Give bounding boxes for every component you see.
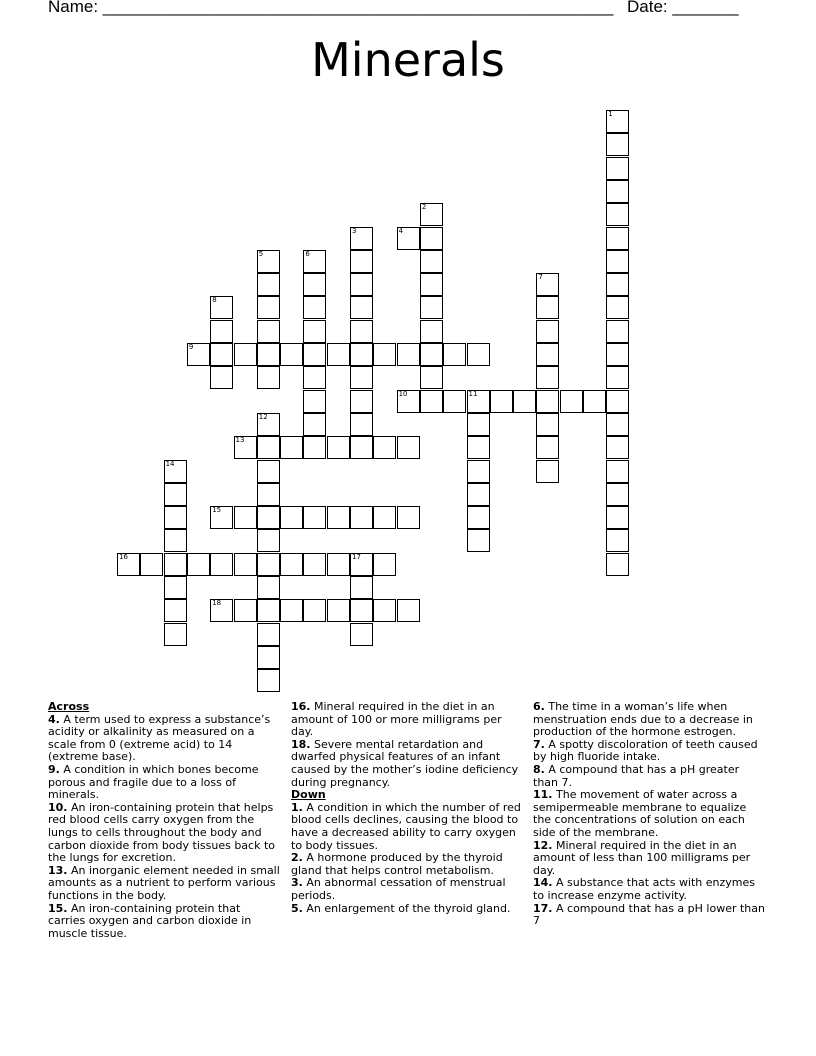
grid-cell[interactable]: [303, 273, 326, 296]
clue-number-label: 5: [258, 249, 264, 258]
clue-text: A term used to express a substance’s acidity or alkalinity as measured on a scale from 0 (extreme acid) to 14 (extreme base).: [48, 712, 271, 764]
grid-cell[interactable]: [210, 343, 233, 366]
clue-item: [291, 903, 527, 916]
clue-number: 7.: [533, 737, 545, 751]
grid-cell[interactable]: [234, 343, 257, 366]
clue-text: A condition in which the number of red blood cells declines, causing the blood to have a decreased ability to carry oxygen to body tissues.: [291, 800, 521, 852]
grid-cell[interactable]: [536, 343, 559, 366]
grid-cell[interactable]: [606, 133, 629, 156]
grid-cell[interactable]: [420, 343, 443, 366]
clue-number-label: 1: [608, 110, 613, 118]
grid-cell[interactable]: [350, 273, 373, 296]
clue-number-label: 8: [212, 296, 217, 305]
grid-cell[interactable]: [210, 553, 233, 576]
clue-number: 9.: [48, 762, 60, 776]
clue-item: [48, 714, 280, 764]
clue-section-heading: Across: [48, 700, 90, 713]
clue-number-label: 14: [165, 459, 175, 468]
grid-cell[interactable]: [606, 529, 629, 552]
clue-item: [48, 764, 280, 802]
clue-number-label: 16: [119, 552, 128, 561]
clue-text: Mineral required in the diet in an amount of less than 100 milligrams per day.: [533, 838, 751, 877]
clue-item: [48, 903, 280, 941]
grid-cell[interactable]: [187, 343, 210, 366]
grid-cell[interactable]: [234, 553, 257, 576]
grid-cell[interactable]: [350, 390, 373, 413]
clue-text: An iron-containing protein that helps red blood cells carry oxygen from the lungs to cells throughout the body and carbon dioxide from body tissues back to the lungs for excretion.: [48, 800, 276, 865]
grid-cell[interactable]: [164, 576, 187, 599]
clue-number: 12.: [533, 838, 553, 852]
grid-cell[interactable]: [280, 599, 303, 622]
grid-cell[interactable]: [350, 320, 373, 343]
grid-cell[interactable]: [397, 343, 420, 366]
grid-cell[interactable]: [280, 436, 303, 459]
clue-number: 10.: [48, 800, 68, 814]
clues-column-3: [533, 701, 765, 928]
grid-cell[interactable]: [420, 390, 443, 413]
clues-column-1: [48, 701, 280, 940]
grid-cell[interactable]: [234, 599, 257, 622]
clue-number-label: 11: [468, 389, 478, 398]
grid-cell[interactable]: [257, 296, 280, 319]
grid-cell[interactable]: [606, 250, 629, 273]
grid-cell[interactable]: [210, 506, 233, 529]
clue-number-label: 6: [305, 249, 310, 258]
grid-cell[interactable]: [536, 460, 559, 483]
clue-number: 13.: [48, 863, 68, 877]
page-title: Minerals: [311, 33, 505, 87]
grid-cell[interactable]: [303, 413, 326, 436]
grid-cell[interactable]: [467, 343, 490, 366]
grid-cell[interactable]: [536, 273, 559, 296]
grid-cell[interactable]: [257, 506, 280, 529]
clue-number: 6.: [533, 700, 545, 713]
clue-number: 5.: [291, 901, 303, 915]
grid-cell[interactable]: [280, 553, 303, 576]
grid-cell[interactable]: [467, 506, 490, 529]
grid-cell[interactable]: [606, 203, 629, 226]
grid-cell[interactable]: [606, 460, 629, 483]
grid-cell[interactable]: [490, 390, 513, 413]
clue-section-heading: Down: [291, 788, 326, 802]
grid-cell[interactable]: [140, 553, 163, 576]
grid-cell[interactable]: [420, 366, 443, 389]
grid-cell[interactable]: [257, 250, 280, 273]
clue-item: [533, 840, 765, 878]
grid-cell[interactable]: [234, 506, 257, 529]
clue-item: [533, 789, 765, 839]
grid-cell[interactable]: [420, 296, 443, 319]
grid-cell[interactable]: [303, 390, 326, 413]
clue-number: 17.: [533, 901, 553, 915]
clue-item: [291, 877, 527, 902]
grid-cell[interactable]: [536, 413, 559, 436]
grid-cell[interactable]: [536, 320, 559, 343]
clue-item: [533, 739, 765, 764]
grid-cell[interactable]: [327, 343, 350, 366]
grid-cell[interactable]: [164, 599, 187, 622]
grid-cell[interactable]: [373, 343, 396, 366]
grid-cell[interactable]: [280, 506, 303, 529]
grid-cell[interactable]: [303, 320, 326, 343]
grid-cell[interactable]: [234, 436, 257, 459]
grid-cell[interactable]: [606, 366, 629, 389]
grid-cell[interactable]: [164, 483, 187, 506]
grid-cell[interactable]: [536, 436, 559, 459]
clue-item: [291, 701, 527, 739]
grid-cell[interactable]: [164, 529, 187, 552]
clue-number-label: 9: [188, 343, 194, 351]
grid-cell[interactable]: [327, 599, 350, 622]
clue-number-label: 10: [398, 389, 408, 398]
clue-number: 3.: [291, 876, 303, 890]
grid-cell[interactable]: [536, 366, 559, 389]
grid-cell[interactable]: [327, 506, 350, 529]
clue-text: An iron-containing protein that carries oxygen and carbon dioxide in muscle tissue.: [48, 901, 252, 940]
clue-number-label: 3: [352, 226, 357, 235]
grid-cell[interactable]: [117, 553, 140, 576]
grid-cell[interactable]: [327, 553, 350, 576]
clue-text: Severe mental retardation and dwarfed physical features of an infant caused by the mother’s iodine deficiency during pregnancy.: [291, 737, 519, 789]
clue-number-label: 4: [398, 226, 404, 235]
clue-text: Mineral required in the diet in an amount of 100 or more milligrams per day.: [291, 700, 502, 739]
grid-cell[interactable]: [257, 366, 280, 389]
clue-item: [291, 852, 527, 877]
grid-cell[interactable]: [373, 553, 396, 576]
grid-cell[interactable]: [606, 506, 629, 529]
grid-cell[interactable]: [420, 203, 443, 226]
grid-cell[interactable]: [210, 296, 233, 319]
grid-cell[interactable]: [397, 599, 420, 622]
clue-text: A substance that acts with enzymes to increase enzyme activity.: [533, 876, 756, 902]
grid-cell[interactable]: [257, 553, 280, 576]
clue-number: 15.: [48, 901, 68, 915]
grid-cell[interactable]: [443, 343, 466, 366]
clue-text: An inorganic element needed in small amounts as a nutrient to perform various functions in the body.: [48, 863, 280, 902]
clue-number: 14.: [533, 876, 553, 890]
clue-text: An abnormal cessation of menstrual periods.: [291, 876, 506, 902]
clue-item: [291, 739, 527, 789]
grid-cell[interactable]: [257, 576, 280, 599]
name-field[interactable]: Name: ______________________________________________________: [48, 0, 614, 16]
grid-cell[interactable]: [257, 646, 280, 669]
grid-cell[interactable]: [350, 506, 373, 529]
grid-cell[interactable]: [257, 413, 280, 436]
grid-cell[interactable]: [373, 506, 396, 529]
grid-cell[interactable]: [350, 250, 373, 273]
grid-cell[interactable]: [560, 390, 583, 413]
grid-cell[interactable]: [606, 483, 629, 506]
grid-cell[interactable]: [373, 436, 396, 459]
grid-cell[interactable]: [350, 436, 373, 459]
grid-cell[interactable]: [210, 599, 233, 622]
grid-cell[interactable]: [606, 157, 629, 180]
grid-cell[interactable]: [303, 250, 326, 273]
grid-cell[interactable]: [257, 529, 280, 552]
clues-column-2: [291, 701, 527, 915]
clue-item: [533, 701, 765, 739]
grid-cell[interactable]: [606, 343, 629, 366]
grid-cell[interactable]: [397, 436, 420, 459]
grid-cell[interactable]: [536, 390, 559, 413]
grid-cell[interactable]: [513, 390, 536, 413]
grid-cell[interactable]: [303, 553, 326, 576]
grid-cell[interactable]: [257, 460, 280, 483]
grid-cell[interactable]: [210, 320, 233, 343]
grid-cell[interactable]: [327, 436, 350, 459]
clue-text: An enlargement of the thyroid gland.: [306, 901, 511, 915]
clue-number-label: 13: [235, 436, 245, 445]
clue-item: [291, 802, 527, 852]
clue-text: A compound that has a pH greater than 7.: [533, 762, 740, 789]
grid-cell[interactable]: [606, 413, 629, 436]
grid-cell[interactable]: [606, 296, 629, 319]
clue-number-label: 7: [538, 273, 543, 282]
grid-cell[interactable]: [257, 320, 280, 343]
grid-cell[interactable]: [350, 576, 373, 599]
grid-cell[interactable]: [303, 599, 326, 622]
grid-cell[interactable]: [606, 273, 629, 296]
clue-item: [533, 877, 765, 902]
clue-text: A condition in which bones become porous and fragile due to a loss of minerals.: [48, 762, 259, 802]
grid-cell[interactable]: [606, 390, 629, 413]
grid-cell[interactable]: [303, 506, 326, 529]
grid-cell[interactable]: [187, 553, 210, 576]
clue-text: A spotty discoloration of teeth caused by high fluoride intake.: [533, 737, 758, 764]
clue-number: 2.: [291, 851, 303, 865]
grid-cell[interactable]: [467, 390, 490, 413]
grid-cell[interactable]: [257, 273, 280, 296]
grid-cell[interactable]: [397, 506, 420, 529]
grid-cell[interactable]: [397, 390, 420, 413]
grid-cell[interactable]: [350, 553, 373, 576]
grid-cell[interactable]: [164, 623, 187, 646]
grid-cell[interactable]: [164, 460, 187, 483]
grid-cell[interactable]: [350, 623, 373, 646]
grid-cell[interactable]: [606, 320, 629, 343]
grid-cell[interactable]: [280, 343, 303, 366]
grid-cell[interactable]: [164, 506, 187, 529]
grid-cell[interactable]: [257, 669, 280, 692]
clue-item: [48, 802, 280, 865]
grid-cell[interactable]: [350, 599, 373, 622]
clue-number-label: 12: [258, 412, 268, 421]
grid-cell[interactable]: [350, 296, 373, 319]
grid-cell[interactable]: [397, 227, 420, 250]
grid-cell[interactable]: [443, 390, 466, 413]
grid-cell[interactable]: [420, 273, 443, 296]
clue-number-label: 2: [421, 203, 427, 212]
clue-item: [533, 903, 765, 928]
grid-cell[interactable]: [257, 623, 280, 646]
grid-cell[interactable]: [303, 296, 326, 319]
clue-text: A hormone produced by the thyroid gland that helps control metabolism.: [291, 851, 503, 877]
clue-number: 8.: [533, 762, 545, 776]
grid-cell[interactable]: [467, 413, 490, 436]
grid-cell[interactable]: [350, 413, 373, 436]
grid-cell[interactable]: [467, 436, 490, 459]
grid-cell[interactable]: [420, 227, 443, 250]
grid-cell[interactable]: [303, 343, 326, 366]
grid-cell[interactable]: [606, 180, 629, 203]
clue-item: [533, 764, 765, 789]
grid-cell[interactable]: [303, 366, 326, 389]
grid-cell[interactable]: [606, 110, 629, 133]
clue-number: 1.: [291, 800, 303, 814]
grid-cell[interactable]: [420, 250, 443, 273]
clue-number-label: 18: [212, 599, 222, 608]
clue-item: [48, 865, 280, 903]
grid-cell[interactable]: [257, 599, 280, 622]
grid-cell[interactable]: [583, 390, 606, 413]
clue-text: The time in a woman’s life when menstruation ends due to a decrease in production of the hormone estrogen.: [533, 700, 753, 739]
clue-number-label: 15: [212, 506, 222, 515]
grid-cell[interactable]: [257, 483, 280, 506]
grid-cell[interactable]: [257, 343, 280, 366]
grid-cell[interactable]: [350, 343, 373, 366]
grid-cell[interactable]: [467, 529, 490, 552]
date-field[interactable]: Date: _______: [627, 0, 739, 16]
grid-cell[interactable]: [536, 296, 559, 319]
clue-number: 16.: [291, 700, 311, 713]
grid-cell[interactable]: [303, 436, 326, 459]
grid-cell[interactable]: [606, 436, 629, 459]
grid-cell[interactable]: [164, 553, 187, 576]
clue-number: 18.: [291, 737, 311, 751]
grid-cell[interactable]: [373, 599, 396, 622]
clue-number: 11.: [533, 788, 553, 802]
grid-cell[interactable]: [606, 227, 629, 250]
grid-cell[interactable]: [210, 366, 233, 389]
clue-text: The movement of water across a semipermeable membrane to equalize the concentrations of solution on each side of the membrane.: [533, 788, 747, 839]
grid-cell[interactable]: [467, 483, 490, 506]
grid-cell[interactable]: [606, 553, 629, 576]
grid-cell[interactable]: [420, 320, 443, 343]
clue-text: A compound that has a pH lower than 7: [533, 901, 765, 928]
grid-cell[interactable]: [467, 460, 490, 483]
grid-cell[interactable]: [350, 227, 373, 250]
grid-cell[interactable]: [350, 366, 373, 389]
grid-cell[interactable]: [257, 436, 280, 459]
clue-number-label: 17: [352, 552, 361, 561]
clue-number: 4.: [48, 712, 60, 726]
